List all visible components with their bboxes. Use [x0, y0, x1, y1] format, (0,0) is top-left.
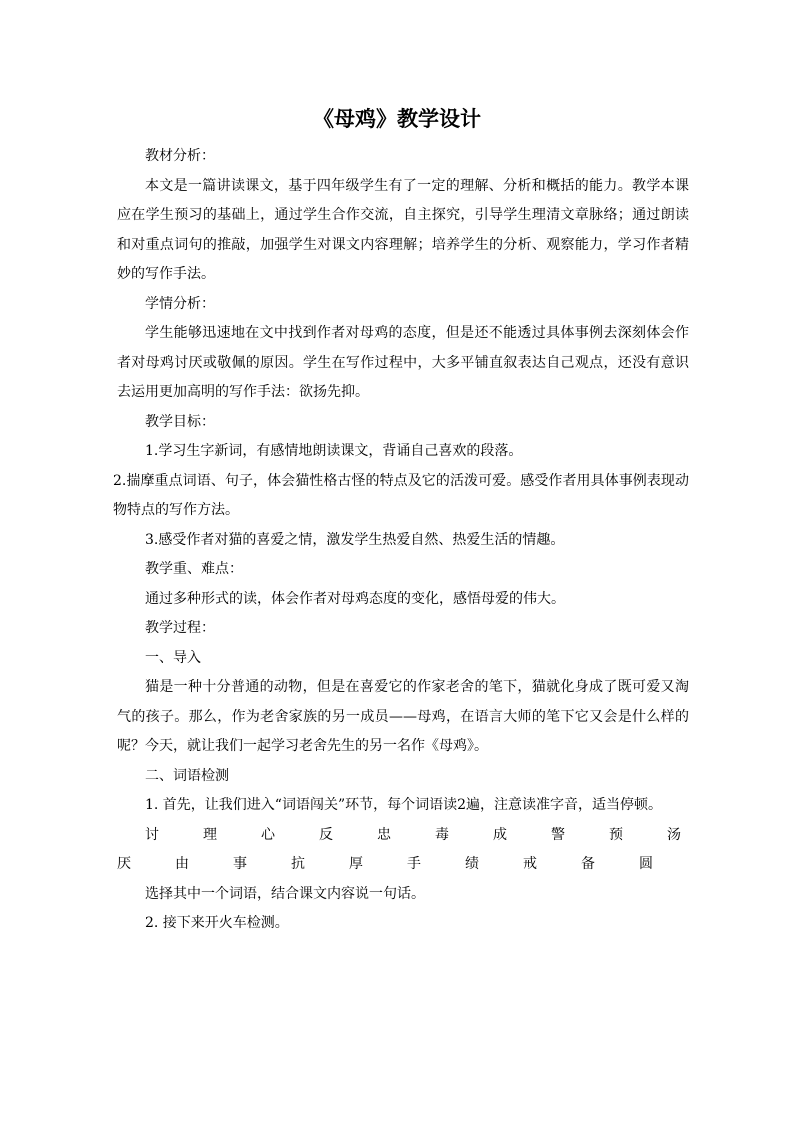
document-title: 《母鸡》教学设计: [313, 107, 481, 131]
goal-item-2: 2.揣摩重点词语、句子，体会猫性格古怪的特点及它的活泼可爱。感受作者用具体事例表现动物特点的写作方法。: [113, 472, 689, 518]
goal-item-3: 3.感受作者对猫的喜爱之情，激发学生热爱自然、热爱生活的情趣。: [145, 531, 565, 548]
step2-instruction: 选择其中一个词语，结合课文内容说一句话。: [145, 885, 425, 902]
document-body: [113, 142, 689, 939]
word-item: 毒手: [407, 826, 449, 872]
step2-heading: 二、词语检测: [145, 767, 229, 784]
step1-paragraph: 猫是一种十分普通的动物，但是在喜爱它的作家老舍的笔下，猫就化身成了既可爱又淘气的孩子。那么，作为老舍家族的另一成员——母鸡，在语言大师的笔下它又会是什么样的呢？今天，就让我们一起学习老舍先生的另一名作《母鸡》。: [117, 679, 689, 754]
goal-heading: 教学目标：: [145, 413, 215, 430]
word-item: 成绩: [465, 826, 507, 872]
step2-item-2: 2. 接下来开火车检测。: [145, 915, 289, 931]
word-item: 反抗: [291, 826, 333, 872]
word-item: 警戒: [523, 826, 565, 872]
word-item: 讨厌: [117, 826, 159, 872]
word-item: 忠厚: [349, 826, 391, 872]
word-list: [117, 821, 689, 880]
process-heading: 教学过程：: [145, 620, 215, 636]
key-heading: 教学重、难点：: [145, 561, 243, 577]
word-item: 预备: [581, 826, 623, 872]
material-paragraph: 本文是一篇讲读课文，基于四年级学生有了一定的理解、分析和概括的能力。教学本课应在学生预习的基础上，通过学生合作交流，自主探究，引导学生理清文章脉络；通过朗读和对重点词句的推敲，加强学生对课文内容理解；培养学生的分析、观察能力，学习作者精妙的写作手法。: [117, 177, 689, 282]
material-heading: 教材分析：: [145, 148, 215, 164]
word-item: 汤圆: [639, 826, 681, 872]
word-item: 理由: [175, 826, 217, 872]
goal-item-1: 1.学习生字新词，有感情地朗读课文，背诵自己喜欢的段落。: [145, 443, 523, 459]
step1-heading: 一、导入: [145, 649, 201, 666]
word-item: 心事: [233, 826, 275, 872]
key-paragraph: 通过多种形式的读，体会作者对母鸡态度的变化，感悟母爱的伟大。: [145, 590, 565, 607]
student-heading: 学情分析：: [145, 295, 215, 312]
student-paragraph: 学生能够迅速地在文中找到作者对母鸡的态度，但是还不能透过具体事例去深刻体会作者对母鸡讨厌或敬佩的原因。学生在写作过程中，大多平铺直叙表达自己观点，还没有意识去运用更加高明的写作手法：欲扬先抑。: [117, 325, 689, 400]
step2-item-1: 1. 首先，让我们进入“词语闯关”环节，每个词语读2遍，注意读准字音，适当停顿。: [145, 797, 663, 813]
